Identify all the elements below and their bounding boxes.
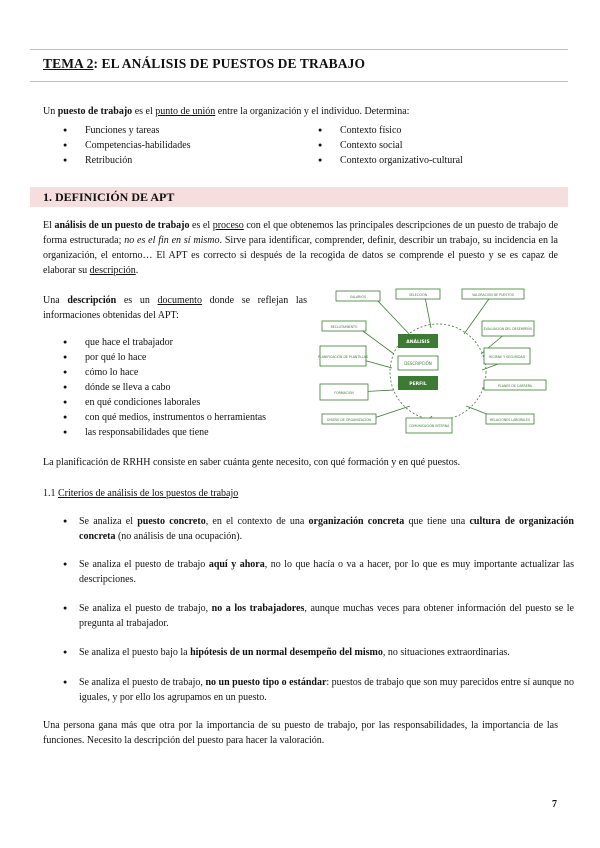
criterio-bold: puesto concreto: [137, 516, 206, 527]
criterio-text: Se analiza el puesto de trabajo,: [79, 677, 206, 688]
page-number: 7: [552, 799, 557, 810]
criterio-bold: no a los trabajadores: [211, 603, 305, 614]
apt-underline-1: proceso: [212, 220, 244, 231]
criterio-item: [63, 514, 574, 544]
criterio-text: Se analiza el puesto bajo la: [79, 647, 191, 658]
descripcion-paragraph: [43, 293, 307, 323]
descripcion-list: [63, 335, 266, 440]
criterio-text: Se analiza el puesto de trabajo: [79, 559, 209, 570]
center-label-analisis: ANÁLISIS: [406, 340, 430, 345]
node-label: DISEÑO DE ORGANIZACIÓN: [327, 418, 371, 422]
criterio-text: (no análisis de una ocupación).: [115, 531, 243, 542]
list-item: ● Contexto social: [318, 138, 463, 153]
criterio-item: [63, 557, 574, 587]
node-label: FORMACIÓN: [334, 391, 354, 395]
apt-text-1: El: [43, 220, 55, 231]
list-item: ● dónde se lleva a cabo: [63, 380, 266, 395]
criterio-text: , no lo que hacía o va a hacer, por lo que es muy importante actualizar las descripciones.: [79, 559, 575, 585]
top-rule: [30, 49, 568, 50]
planificacion-paragraph: La planificación de RRHH consiste en saber cuánta gente necesito, con qué formación y en qué puestos.: [43, 457, 461, 468]
apt-diagram: [316, 288, 558, 440]
list-item: ● las responsabilidades que tiene: [63, 425, 266, 440]
list-item: ● por qué lo hace: [63, 350, 266, 365]
criterio-text: Se analiza el: [79, 516, 138, 527]
criterio-item: [63, 645, 574, 660]
list-item: ● con qué medios, instrumentos o herramientas: [63, 410, 266, 425]
conclusion-paragraph: Una persona gana más que otra por la importancia de su puesto de trabajo, por las responsabilidades, la importancia de las funciones. Necesito la descripción del puesto para hacer la valoración.: [43, 720, 558, 746]
criterio-text: : puestos de trabajo que son muy parecidos entre sí aunque no iguales, y por ello los agrupamos en un puesto.: [79, 677, 575, 703]
apt-bold-1: análisis de un puesto de trabajo: [54, 220, 190, 231]
node-label: SELECCIÓN: [408, 293, 428, 297]
apt-text-2: es el: [189, 220, 213, 231]
desc-text-1: Una: [43, 295, 68, 306]
apt-text-4: . Sirve para identificar, comprender, definir, describir un trabajo, su incidencia en la organización, el entorno… El APT es correcto si después de la recogida de datos se comprende el puesto y se es capaz de elaborar su: [43, 235, 558, 276]
criterio-text: , en el contexto de una: [205, 516, 309, 527]
desc-text-3: donde se reflejan las informaciones obtenidas del APT:: [43, 295, 307, 321]
list-item: ● Retribución: [63, 153, 191, 168]
criterio-text: , no situaciones extraordinarias.: [382, 647, 510, 658]
node-label: RELACIONES LABORALES: [489, 418, 531, 422]
list-item: ● cómo lo hace: [63, 365, 266, 380]
node-label: SALARIOS: [350, 295, 366, 299]
node-label: VALORACIÓN DE PUESTOS: [472, 293, 514, 297]
apt-italic-1: no es el fin en sí mismo: [124, 235, 220, 246]
section-title: 1. DEFINICIÓN DE APT: [43, 190, 175, 204]
title-text: : EL ANÁLISIS DE PUESTOS DE TRABAJO: [93, 56, 366, 71]
criterio-item: [63, 675, 574, 705]
list-item: ● en qué condiciones laborales: [63, 395, 266, 410]
intro-text-2: es el: [132, 106, 156, 117]
node-label: EVALUACIÓN DEL DESEMPEÑO: [483, 327, 533, 331]
title-rule: [30, 81, 568, 82]
list-item: ● Contexto organizativo-cultural: [318, 153, 463, 168]
node-label: PLANIFICACIÓN DE PLANTILLAS: [317, 355, 369, 359]
intro-bold-1: puesto de trabajo: [57, 106, 133, 117]
node-label: RECLUTAMIENTO: [330, 325, 358, 329]
center-label-perfil: PERFIL: [409, 382, 427, 387]
node-label: PLANES DE CARRERA: [498, 384, 532, 388]
list-item: ● que hace el trabajador: [63, 335, 266, 350]
intro-underline-1: punto de unión: [155, 106, 216, 117]
criterio-text: que tiene una: [404, 516, 470, 527]
desc-text-2: es un: [116, 295, 158, 306]
desc-underline-1: documento: [157, 295, 202, 306]
criterio-bold: organización concreta: [308, 516, 405, 527]
criterio-bold: aquí y ahora: [208, 559, 265, 570]
criterio-item: [63, 601, 574, 631]
center-label-descripcion: DESCRIPCIÓN: [404, 361, 432, 366]
apt-text-5: .: [135, 265, 139, 276]
criterio-text: , aunque muchas veces para obtener información del puesto se le pregunta al trabajador.: [79, 603, 575, 629]
page-title: [43, 56, 365, 72]
list-item: ● Contexto físico: [318, 123, 463, 138]
intro-text-3: entre la organización y el individuo. Determina:: [215, 106, 410, 117]
apt-underline-2: descripción: [89, 265, 136, 276]
criterio-text: Se analiza el puesto de trabajo,: [79, 603, 212, 614]
list-item: ● Competencias-habilidades: [63, 138, 191, 153]
tema-label: TEMA 2: [43, 56, 94, 71]
node-label: COMUNICACIÓN INTERNA: [408, 424, 450, 428]
intro-text-1: Un: [43, 106, 58, 117]
criterio-bold: no un puesto tipo o estándar: [205, 677, 327, 688]
desc-bold-1: descripción: [67, 295, 117, 306]
criterio-bold: cultura de organización concreta: [79, 516, 574, 542]
list-item: ● Funciones y tareas: [63, 123, 191, 138]
apt-text-3: con el que obtenemos las principales descripciones de un puesto de trabajo de forma estructurada;: [43, 220, 559, 246]
determina-list-right: [318, 123, 463, 168]
apt-definition: [43, 218, 558, 278]
subsection-number: 1.1: [43, 488, 58, 499]
intro-paragraph: [43, 104, 409, 119]
determina-list-left: [63, 123, 191, 168]
criterio-bold: hipótesis de un normal desempeño del mismo: [190, 647, 383, 658]
node-label: HIGIENE Y SEGURIDAD: [488, 355, 526, 359]
subsection-heading: [43, 486, 238, 501]
subsection-title: Criterios de análisis de los puestos de trabajo: [58, 488, 239, 499]
